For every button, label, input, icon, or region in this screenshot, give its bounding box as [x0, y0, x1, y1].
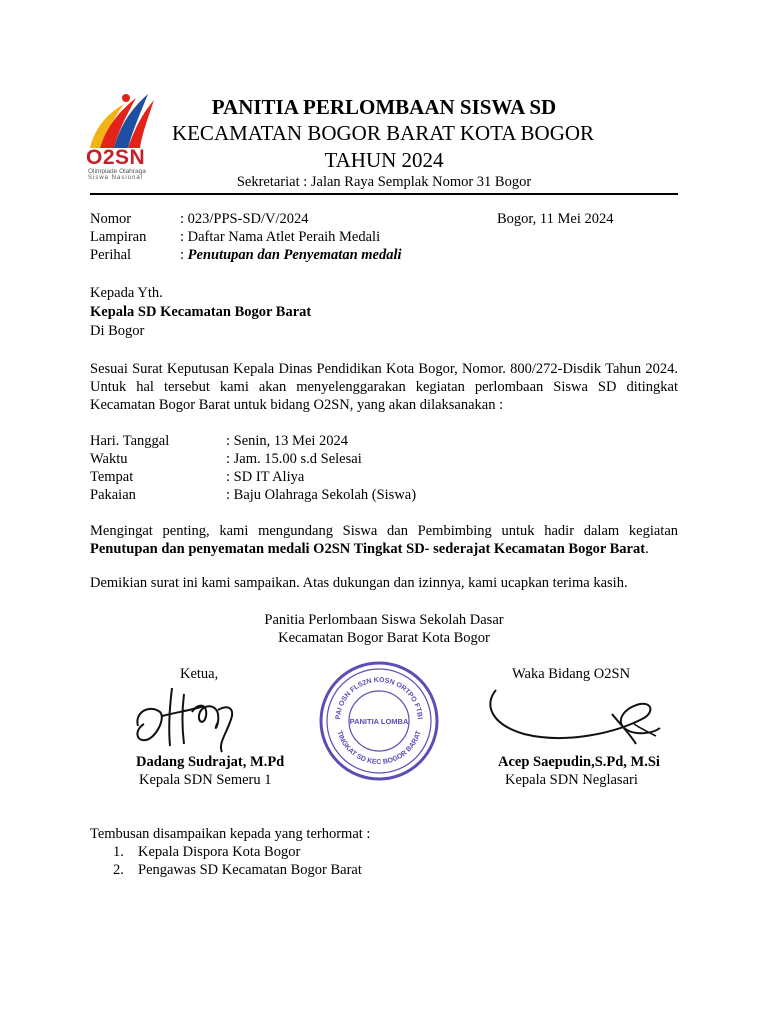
logo-brand: O2SN	[86, 146, 146, 169]
closing-org-1: Panitia Perlombaan Siswa Sekolah Dasar	[264, 612, 504, 628]
perihal-colon: :	[180, 247, 188, 263]
cc-intro: Tembusan disampaikan kepada yang terhormat :	[90, 826, 371, 842]
detail-value-attire: : Baju Olahraga Sekolah (Siswa)	[226, 487, 417, 503]
header-year: TAHUN 2024	[324, 148, 444, 172]
svg-text:PAI OSN FLS2N KOSN ORTPO FTBI	[335, 677, 423, 720]
cc-item-text-1: Kepala Dispora Kota Bogor	[138, 844, 301, 860]
perihal-label: Perihal	[90, 247, 132, 263]
detail-value-date: : Senin, 13 Mei 2024	[226, 433, 349, 449]
logo-subtitle-2: Siswa Nasional	[88, 175, 144, 181]
para2-end: .	[645, 541, 649, 557]
lampiran-label: Lampiran	[90, 229, 147, 245]
header-title: PANITIA PERLOMBAAN SISWA SD	[211, 95, 557, 119]
perihal-row	[180, 246, 402, 264]
body-paragraph-3: Demikian surat ini kami sampaikan. Atas dukungan dan izinnya, kami ucapkan terima kasih.	[90, 575, 628, 591]
cc-item-num-2: 2.	[113, 862, 124, 878]
left-signer-role: Kepala SDN Semeru 1	[139, 772, 272, 788]
svg-text:TINGKAT SD KEC BOGOR BARAT	[335, 729, 423, 766]
recipient-greeting: Kepada Yth.	[90, 285, 163, 301]
letter-date: Bogor, 11 Mei 2024	[497, 211, 614, 227]
body-paragraph-1: Sesuai Surat Keputusan Kepala Dinas Pendidikan Kota Bogor, Nomor. 800/272-Disdik Tahun 2024. Untuk hal tersebut kami akan menyelenggarakan kegiatan perlombaan Siswa SD ditingkat Kecamatan Bogor Barat untuk bidang O2SN, yang akan dilaksanakan :	[90, 361, 678, 413]
right-signer-role: Kepala SDN Neglasari	[505, 772, 638, 788]
cc-item-num-1: 1.	[113, 844, 124, 860]
header-address: Sekretariat : Jalan Raya Semplak Nomor 31 Bogor	[236, 174, 532, 190]
cc-item-text-2: Pengawas SD Kecamatan Bogor Barat	[138, 862, 362, 878]
detail-value-place: : SD IT Aliya	[226, 469, 305, 485]
para2-plain: Mengingat penting, kami mengundang Siswa dan Pembimbing untuk hadir dalam kegiatan	[90, 523, 678, 539]
header-divider	[90, 193, 678, 195]
detail-label-date: Hari. Tanggal	[90, 433, 170, 449]
nomor-label: Nomor	[90, 211, 132, 227]
detail-label-attire: Pakaian	[90, 487, 136, 503]
stamp-bottom-text: TINGKAT SD KEC BOGOR BARAT	[335, 730, 423, 767]
lampiran-value: : Daftar Nama Atlet Peraih Medali	[180, 229, 381, 245]
committee-stamp	[318, 660, 440, 782]
para2-bold: Penutupan dan penyematan medali O2SN Tingkat SD- sederajat Kecamatan Bogor Barat	[90, 541, 646, 557]
closing-org-2: Kecamatan Bogor Barat Kota Bogor	[278, 630, 490, 646]
left-signature	[132, 682, 242, 754]
right-signer-title: Waka Bidang O2SN	[512, 666, 631, 682]
header-subtitle: KECAMATAN BOGOR BARAT KOTA BOGOR	[171, 121, 595, 145]
left-signer-name: Dadang Sudrajat, M.Pd	[136, 754, 285, 770]
body-paragraph-2	[90, 522, 678, 558]
perihal-value: Penutupan dan Penyematan medali	[187, 247, 402, 263]
logo-subtitle-1: Olimpiade Olahraga	[88, 168, 146, 175]
right-signature	[484, 684, 664, 750]
detail-label-time: Waktu	[90, 451, 128, 467]
recipient-location: Di Bogor	[90, 323, 145, 339]
stamp-top-text: PAI OSN FLS2N KOSN ORTPO FTBI	[334, 676, 423, 720]
right-signer-name: Acep Saepudin,S.Pd, M.Si	[498, 754, 660, 770]
detail-value-time: : Jam. 15.00 s.d Selesai	[226, 451, 362, 467]
stamp-center-text: PANITIA LOMBA	[349, 717, 409, 726]
left-signer-title: Ketua,	[180, 666, 219, 682]
nomor-value: : 023/PPS-SD/V/2024	[180, 211, 309, 227]
recipient-name: Kepala SD Kecamatan Bogor Barat	[90, 304, 312, 320]
detail-label-place: Tempat	[90, 469, 134, 485]
